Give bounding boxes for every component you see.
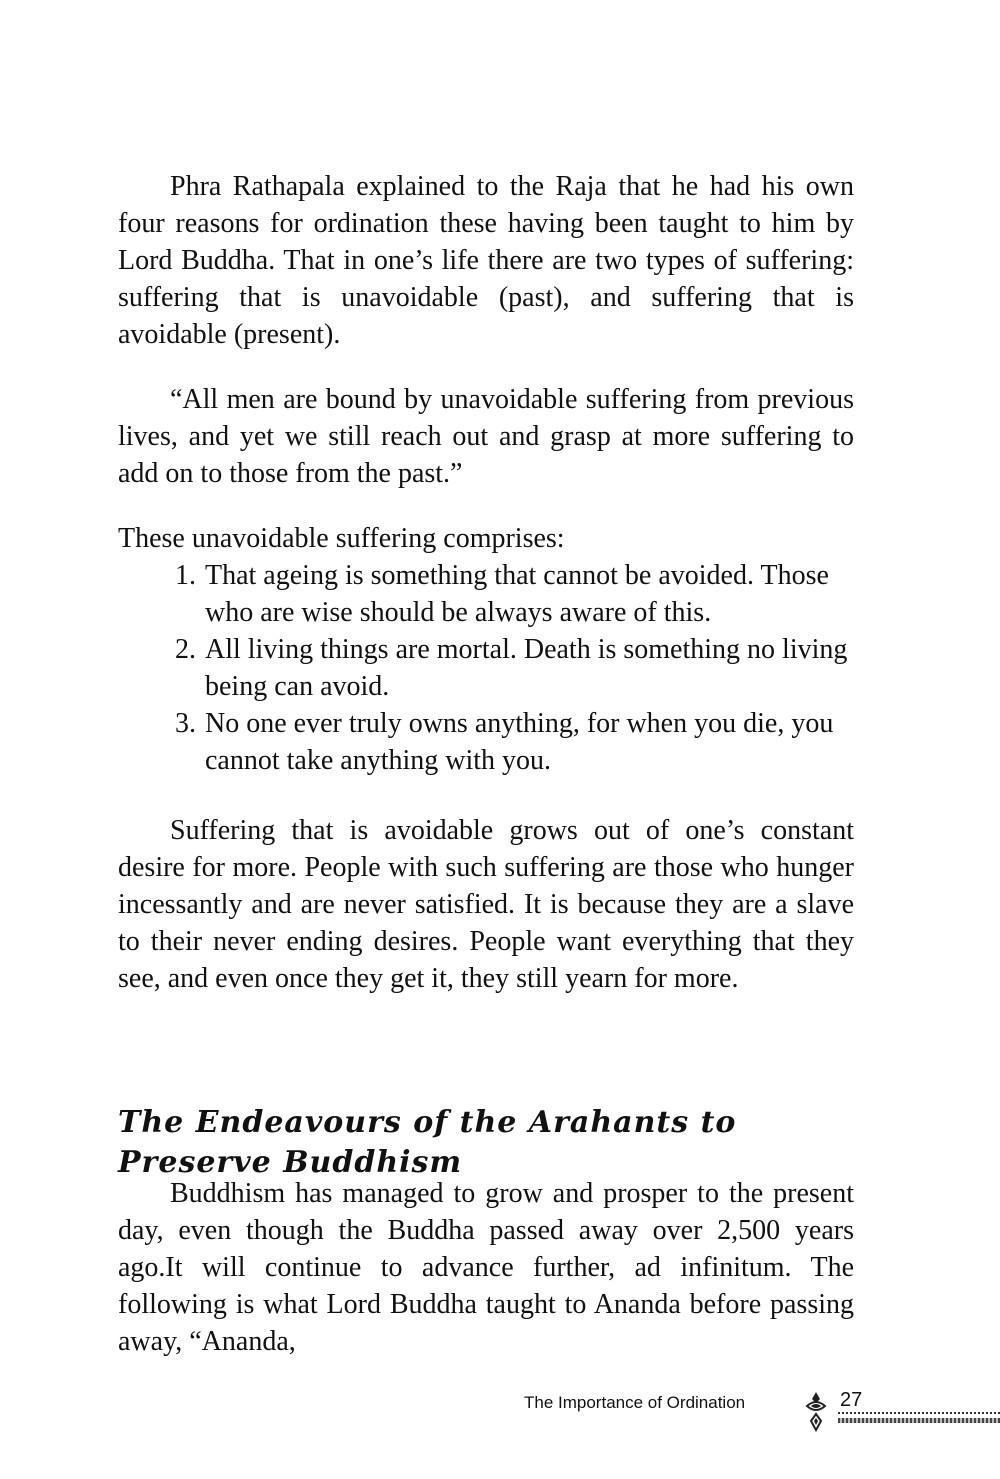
list-item [175,557,865,631]
list-item [175,705,865,779]
lotus-ornament-icon [803,1390,829,1432]
list-item-number: 2. [175,634,196,665]
list-item-text: That ageing is something that cannot be avoided. Those who are wise should be always aware of this. [205,560,829,628]
footer-dotted-rule [838,1412,1000,1414]
list-item-text: All living things are mortal. Death is something no living being can avoid. [205,634,848,702]
paragraph-buddhism-prosper: Buddhism has managed to grow and prosper to the present day, even though the Buddha passed away over 2,500 years ago.It will continue to advance further, ad infinitum. The following is what Lord Buddha taught to Ananda before passing away, “Ananda, [118,1178,854,1357]
paragraph-avoidable-suffering: Suffering that is avoidable grows out of one’s constant desire for more. People with such suffering are those who hunger incessantly and are never satisfied. It is because they are a slave to their never ending desires. People want everything that they see, and even once they get it, they still yearn for more. [118,815,854,994]
list-item-number: 3. [175,708,196,739]
list-item-text: No one ever truly owns anything, for when you die, you cannot take anything with you. [205,708,834,776]
footer-decorative-band [838,1418,1000,1423]
section-heading: The Endeavours of the Arahants to Preserve Buddhism [118,1105,737,1180]
footer-book-title: The Importance of Ordination [524,1393,746,1412]
list-item [175,631,865,705]
unavoidable-suffering-list [175,557,865,779]
paragraph-ordination-reasons: Phra Rathapala explained to the Raja that he had his own four reasons for ordination these having been taught to him by Lord Buddha. That in one’s life there are two types of suffering: suffering that is unavoidable (past), and suffering that is avoidable (present). [118,171,854,350]
page-number: 27 [840,1389,863,1411]
list-item-number: 1. [175,560,196,591]
paragraph-list-intro: These unavoidable suffering comprises: [118,523,565,554]
paragraph-quote: “All men are bound by unavoidable suffering from previous lives, and yet we still reach out and grasp at more suffering to add on to those from the past.” [118,384,854,489]
